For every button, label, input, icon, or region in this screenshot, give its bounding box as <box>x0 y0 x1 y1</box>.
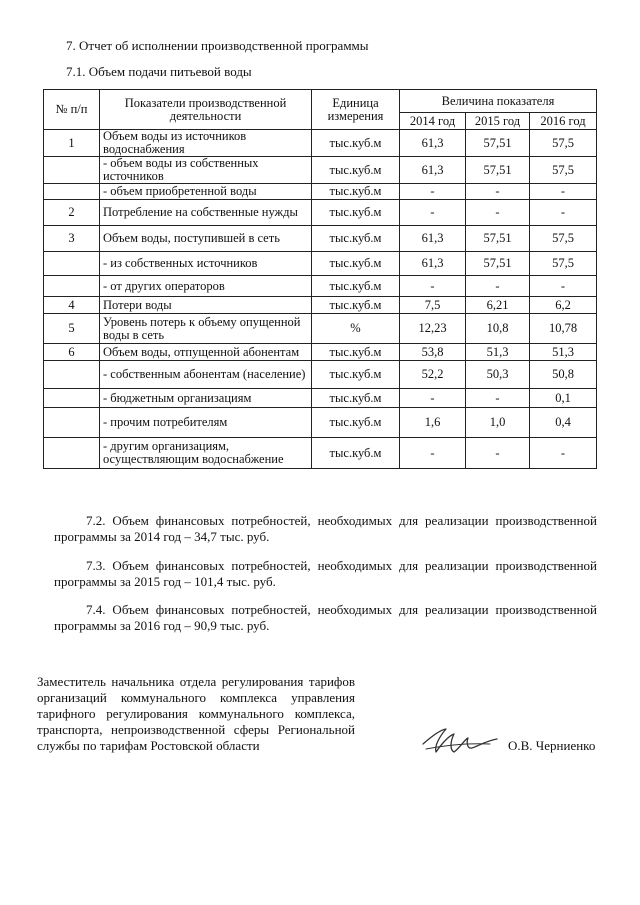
row-value-2015: 6,21 <box>466 297 530 314</box>
row-indicator: Потери воды <box>100 297 312 314</box>
row-indicator: - от других операторов <box>100 276 312 297</box>
row-indicator: Объем воды из источников водоснабжения <box>100 130 312 157</box>
table-row <box>44 184 597 200</box>
row-num <box>44 438 100 469</box>
row-value-2014: 61,3 <box>400 252 466 276</box>
row-value-2014: - <box>400 184 466 200</box>
row-unit: тыс.куб.м <box>312 184 400 200</box>
table-row <box>44 438 597 469</box>
row-value-2014: 1,6 <box>400 408 466 438</box>
row-value-2015: - <box>466 276 530 297</box>
row-unit: тыс.куб.м <box>312 157 400 184</box>
signer-line: тарифного регулирования коммунального комплекса, <box>37 706 355 721</box>
row-value-2015: 10,8 <box>466 314 530 344</box>
table-row <box>44 361 597 389</box>
row-unit: тыс.куб.м <box>312 276 400 297</box>
table-row <box>44 344 597 361</box>
row-num: 2 <box>44 200 100 226</box>
row-value-2014: - <box>400 200 466 226</box>
row-value-2014: 52,2 <box>400 361 466 389</box>
row-unit: тыс.куб.м <box>312 361 400 389</box>
row-value-2014: - <box>400 276 466 297</box>
row-value-2015: 57,51 <box>466 226 530 252</box>
water-supply-table <box>43 89 597 469</box>
row-value-2015: - <box>466 200 530 226</box>
row-unit: тыс.куб.м <box>312 297 400 314</box>
row-value-2014: 61,3 <box>400 226 466 252</box>
signer-name: О.В. Черниенко <box>508 738 596 753</box>
row-indicator: Уровень потерь к объему опущенной воды в сеть <box>100 314 312 344</box>
paragraph-finance-2014 <box>54 513 597 545</box>
row-num <box>44 408 100 438</box>
row-value-2016: 50,8 <box>530 361 597 389</box>
row-indicator: - другим организациям, осуществляющим водоснабжение <box>100 438 312 469</box>
row-unit: тыс.куб.м <box>312 408 400 438</box>
row-value-2016: 57,5 <box>530 226 597 252</box>
row-value-2015: 51,3 <box>466 344 530 361</box>
table-row <box>44 276 597 297</box>
table-row <box>44 297 597 314</box>
row-value-2016: 57,5 <box>530 157 597 184</box>
row-value-2016: 51,3 <box>530 344 597 361</box>
table-row <box>44 408 597 438</box>
row-value-2016: 0,4 <box>530 408 597 438</box>
row-value-2016: - <box>530 276 597 297</box>
row-num <box>44 252 100 276</box>
row-num <box>44 361 100 389</box>
header-year-2016: 2016 год <box>530 113 597 130</box>
table-row <box>44 252 597 276</box>
row-value-2014: - <box>400 389 466 408</box>
row-value-2016: - <box>530 200 597 226</box>
handwritten-signature <box>420 722 500 762</box>
row-value-2016: 6,2 <box>530 297 597 314</box>
table-row <box>44 314 597 344</box>
table-row <box>44 226 597 252</box>
paragraph-line: программы за 2015 год – 101,4 тыс. руб. <box>54 574 276 589</box>
paragraph-finance-2016 <box>54 602 597 634</box>
header-num: № п/п <box>44 90 100 130</box>
row-indicator: - собственным абонентам (население) <box>100 361 312 389</box>
row-indicator: - прочим потребителям <box>100 408 312 438</box>
row-value-2014: 12,23 <box>400 314 466 344</box>
row-unit: тыс.куб.м <box>312 226 400 252</box>
row-value-2015: 1,0 <box>466 408 530 438</box>
row-num: 5 <box>44 314 100 344</box>
paragraph-line: 7.4. Объем финансовых потребностей, необходимых для реализации производственной <box>86 602 597 617</box>
paragraph-line: 7.3. Объем финансовых потребностей, необходимых для реализации производственной <box>86 558 597 573</box>
row-value-2016: 57,5 <box>530 252 597 276</box>
row-num <box>44 157 100 184</box>
paragraph-line: 7.2. Объем финансовых потребностей, необходимых для реализации производственной <box>86 513 597 528</box>
row-indicator: - из собственных источников <box>100 252 312 276</box>
table-row <box>44 130 597 157</box>
row-value-2015: 50,3 <box>466 361 530 389</box>
row-num <box>44 389 100 408</box>
row-indicator: - объем приобретенной воды <box>100 184 312 200</box>
row-value-2014: 7,5 <box>400 297 466 314</box>
row-unit: тыс.куб.м <box>312 389 400 408</box>
row-unit: тыс.куб.м <box>312 130 400 157</box>
subsection-title: 7.1. Объем подачи питьевой воды <box>66 64 252 79</box>
row-value-2015: - <box>466 438 530 469</box>
row-value-2015: - <box>466 389 530 408</box>
header-unit: Единица измерения <box>312 90 400 130</box>
row-value-2014: 53,8 <box>400 344 466 361</box>
row-value-2015: - <box>466 184 530 200</box>
header-year-2015: 2015 год <box>466 113 530 130</box>
row-value-2016: - <box>530 184 597 200</box>
row-indicator: - бюджетным организациям <box>100 389 312 408</box>
row-value-2014: - <box>400 438 466 469</box>
row-unit: тыс.куб.м <box>312 200 400 226</box>
row-num: 1 <box>44 130 100 157</box>
signer-line: организаций коммунального комплекса управления <box>37 690 355 705</box>
row-value-2015: 57,51 <box>466 130 530 157</box>
table-row <box>44 157 597 184</box>
row-unit: тыс.куб.м <box>312 438 400 469</box>
row-indicator: - объем воды из собственных источников <box>100 157 312 184</box>
paragraph-line: программы за 2016 год – 90,9 тыс. руб. <box>54 618 270 633</box>
row-num: 6 <box>44 344 100 361</box>
paragraph-finance-2015 <box>54 558 597 590</box>
row-unit: тыс.куб.м <box>312 344 400 361</box>
table-row <box>44 389 597 408</box>
row-value-2014: 61,3 <box>400 157 466 184</box>
row-num: 3 <box>44 226 100 252</box>
row-value-2014: 61,3 <box>400 130 466 157</box>
header-value: Величина показателя <box>400 90 597 113</box>
row-value-2016: 0,1 <box>530 389 597 408</box>
row-value-2015: 57,51 <box>466 157 530 184</box>
header-year-2014: 2014 год <box>400 113 466 130</box>
row-value-2015: 57,51 <box>466 252 530 276</box>
paragraph-line: программы за 2014 год – 34,7 тыс. руб. <box>54 529 270 544</box>
row-num <box>44 276 100 297</box>
row-indicator: Объем воды, отпущенной абонентам <box>100 344 312 361</box>
row-indicator: Потребление на собственные нужды <box>100 200 312 226</box>
signer-line: службы по тарифам Ростовской области <box>37 738 260 753</box>
header-indicator: Показатели производственной деятельности <box>100 90 312 130</box>
row-indicator: Объем воды, поступившей в сеть <box>100 226 312 252</box>
row-value-2016: 57,5 <box>530 130 597 157</box>
row-unit: тыс.куб.м <box>312 252 400 276</box>
row-value-2016: - <box>530 438 597 469</box>
row-num <box>44 184 100 200</box>
row-value-2016: 10,78 <box>530 314 597 344</box>
signer-line: транспорта, непроизводственной сферы Региональной <box>37 722 355 737</box>
section-title: 7. Отчет об исполнении производственной программы <box>66 38 369 53</box>
signer-position <box>37 674 355 754</box>
row-unit: % <box>312 314 400 344</box>
signer-line: Заместитель начальника отдела регулирования тарифов <box>37 674 355 689</box>
row-num: 4 <box>44 297 100 314</box>
table-row <box>44 200 597 226</box>
